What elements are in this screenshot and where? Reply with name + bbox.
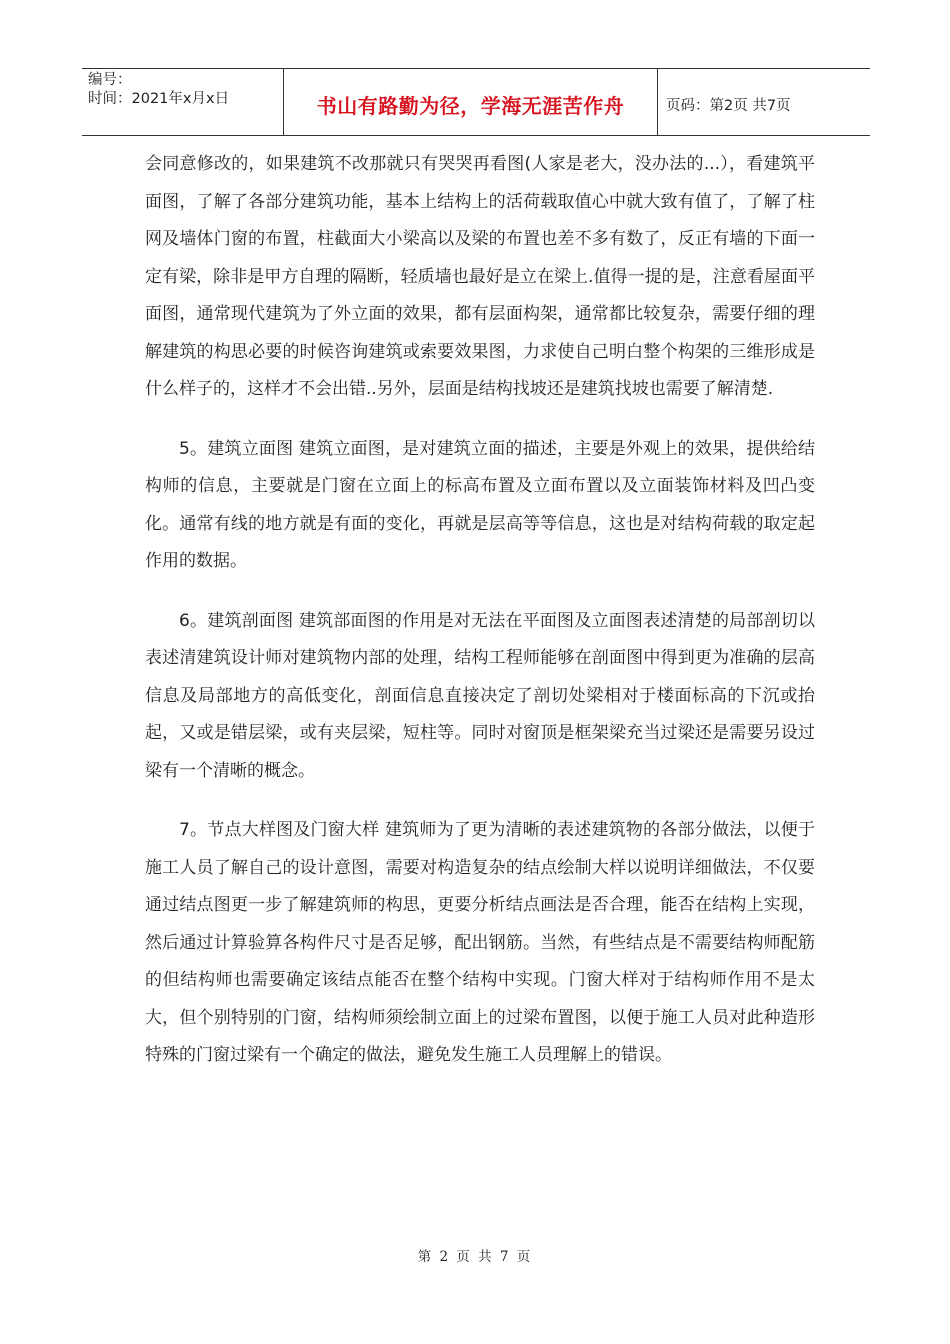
header-meta-cell xyxy=(82,69,284,135)
paragraph-continuation: 会同意修改的，如果建筑不改那就只有哭哭再看图(人家是老大，没办法的...），看建筑平面图，了解了各部分建筑功能，基本上结构上的活荷载取值心中就大致有值了，了解了柱网及墙体门窗的布置，柱截面大小梁高以及梁的布置也差不多有数了，反正有墙的下面一定有梁，除非是甲方自理的隔断，轻质墙也最好是立在梁上.值得一提的是，注意看屋面平面图，通常现代建筑为了外立面的效果，都有层面构架，通常都比较复杂，需要仔细的理解建筑的构思必要的时候咨询建筑或索要效果图，力求使自己明白整个构架的三维形成是什么样子的，这样才不会出错..另外，层面是结构找坡还是建筑找坡也需要了解清楚. xyxy=(145,154,815,399)
page-header xyxy=(82,68,870,136)
document-time-label: 时间：2021年x月x日 xyxy=(88,91,230,107)
page-footer: 第 2 页 共 7 页 xyxy=(417,1249,533,1265)
document-number-label: 编号： xyxy=(88,72,132,88)
header-page-info: 页码：第2页 共7页 xyxy=(666,97,791,114)
document-body xyxy=(145,146,815,1075)
paragraph-detail-drawing: 7。节点大样图及门窗大样 建筑师为了更为清晰的表述建筑物的各部分做法，以便于施工人员了解自己的设计意图，需要对构造复杂的结点绘制大样以说明详细做法，不仅要通过结点图更一步了解建筑师的构思，更要分析结点画法是否合理，能否在结构上实现，然后通过计算验算各构件尺寸是否足够，配出钢筋。当然，有些结点是不需要结构师配筋的但结构师也需要确定该结点能否在整个结构中实现。门窗大样对于结构师作用不是太大，但个别特别的门窗，结构师须绘制立面上的过梁布置图，以便于施工人员对此种造形特殊的门窗过梁有一个确定的做法，避免发生施工人员理解上的错误。 xyxy=(145,820,815,1065)
paragraph-elevation-drawing: 5。建筑立面图 建筑立面图，是对建筑立面的描述，主要是外观上的效果，提供给结构师的信息，主要就是门窗在立面上的标高布置及立面布置以及立面装饰材料及凹凸变化。通常有线的地方就是有面的变化，再就是层高等等信息，这也是对结构荷载的取定起作用的数据。 xyxy=(145,438,815,571)
header-motto: 书山有路勤为径，学海无涯苦作舟 xyxy=(316,93,625,118)
paragraph-section-drawing: 6。建筑剖面图 建筑部面图的作用是对无法在平面图及立面图表述清楚的局部剖切以表述清建筑设计师对建筑物内部的处理，结构工程师能够在剖面图中得到更为准确的层高信息及局部地方的高低变化，剖面信息直接决定了剖切处梁相对于楼面标高的下沉或抬起，又或是错层梁，或有夹层梁，短柱等。同时对窗顶是框架梁充当过梁还是需要另设过梁有一个清晰的概念。 xyxy=(145,610,815,781)
header-motto-cell xyxy=(284,69,658,135)
header-page-cell xyxy=(658,69,870,135)
